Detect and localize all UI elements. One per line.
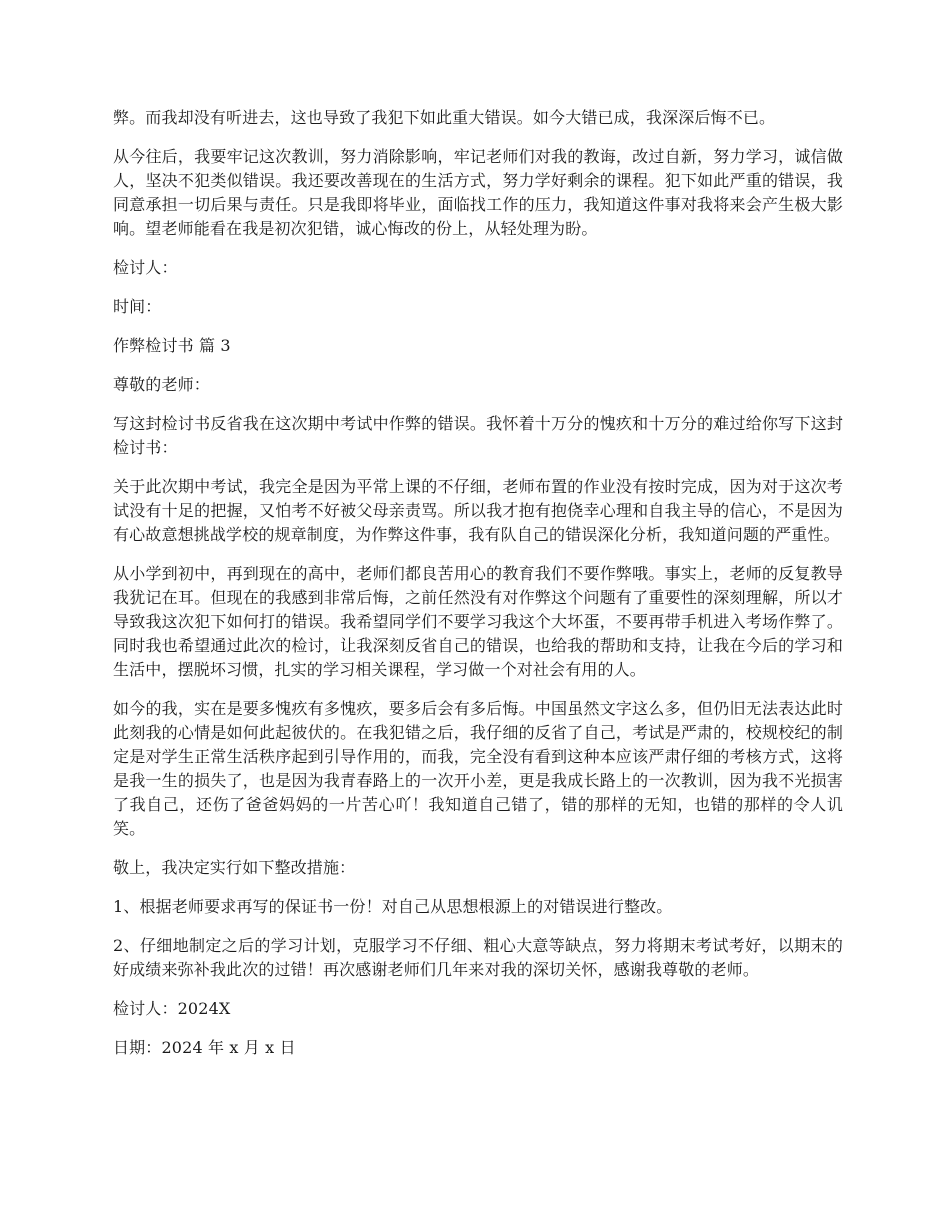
paragraph-intro: 写这封检讨书反省我在这次期中考试中作弊的错误。我怀着十万分的愧疚和十万分的难过给你写下这封检讨书： <box>113 414 843 457</box>
time-label: 时间： <box>113 297 162 316</box>
salutation: 尊敬的老师： <box>113 375 210 394</box>
signature-line: 检讨人：2024X <box>113 999 231 1018</box>
measure-item-1: 1、根据老师要求再写的保证书一份！对自己从思想根源上的对错误进行整改。 <box>113 897 673 916</box>
signature-label: 检讨人： <box>113 258 178 277</box>
section-heading: 作弊检讨书 篇 3 <box>113 336 231 355</box>
paragraph-reflection: 从小学到初中，再到现在的高中，老师们都良苦用心的教育我们不要作弊哦。事实上，老师的反复教导我犹记在耳。但现在的我感到非常后悔，之前任然没有对作弊这个问题有了重要性的深刻理解，所以才导致我这次犯下如何打的错误。我希望同学们不要学习我这个大坏蛋，不要再带手机进入考场作弊了。同时我也希望通过此次的检讨，让我深刻反省自己的错误，也给我的帮助和支持，让我在今后的学习和生活中，摆脱坏习惯，扎实的学习相关课程，学习做一个对社会有用的人。 <box>113 564 843 679</box>
document-body <box>113 106 843 1075</box>
date-line: 日期：2024 年 x 月 x 日 <box>113 1038 296 1057</box>
measures-heading: 敬上，我决定实行如下整改措施： <box>113 858 356 877</box>
paragraph-reason: 关于此次期中考试，我完全是因为平常上课的不仔细，老师布置的作业没有按时完成，因为对于这次考试没有十足的把握，又怕考不好被父母亲责骂。所以我才抱有抱侥幸心理和自我主导的信心，不是因为有心故意想挑战学校的规章制度，为作弊这件事，我有队自己的错误深化分析，我知道问题的严重性。 <box>113 477 843 544</box>
paragraph-resolution: 从今往后，我要牢记这次教训，努力消除影响，牢记老师们对我的教诲，改过自新，努力学习，诚信做人，坚决不犯类似错误。我还要改善现在的生活方式，努力学好剩余的课程。犯下如此严重的错误，我同意承担一切后果与责任。只是我即将毕业，面临找工作的压力，我知道这件事对我将来会产生极大影响。望老师能看在我是初次犯错，诚心悔改的份上，从轻处理为盼。 <box>113 147 843 238</box>
paragraph-continuation: 弊。而我却没有听进去，这也导致了我犯下如此重大错误。如今大错已成，我深深后悔不已。 <box>113 108 776 127</box>
measure-item-2: 2、仔细地制定之后的学习计划，克服学习不仔细、粗心大意等缺点，努力将期末考试考好，以期末的好成绩来弥补我此次的过错！再次感谢老师们几年来对我的深切关怀，感谢我尊敬的老师。 <box>113 936 843 979</box>
paragraph-regret: 如今的我，实在是要多愧疚有多愧疚，要多后会有多后悔。中国虽然文字这么多，但仍旧无法表达此时此刻我的心情是如何此起彼伏的。在我犯错之后，我仔细的反省了自己，考试是严肃的，校规校纪的制定是对学生正常生活秩序起到引导作用的，而我，完全没有看到这种本应该严肃仔细的考核方式，这将是我一生的损失了，也是因为我青春路上的一次开小差，更是我成长路上的一次教训，因为我不光损害了我自己，还伤了爸爸妈妈的一片苦心吖！我知道自己错了，错的那样的无知，也错的那样的令人讥笑。 <box>113 699 843 838</box>
